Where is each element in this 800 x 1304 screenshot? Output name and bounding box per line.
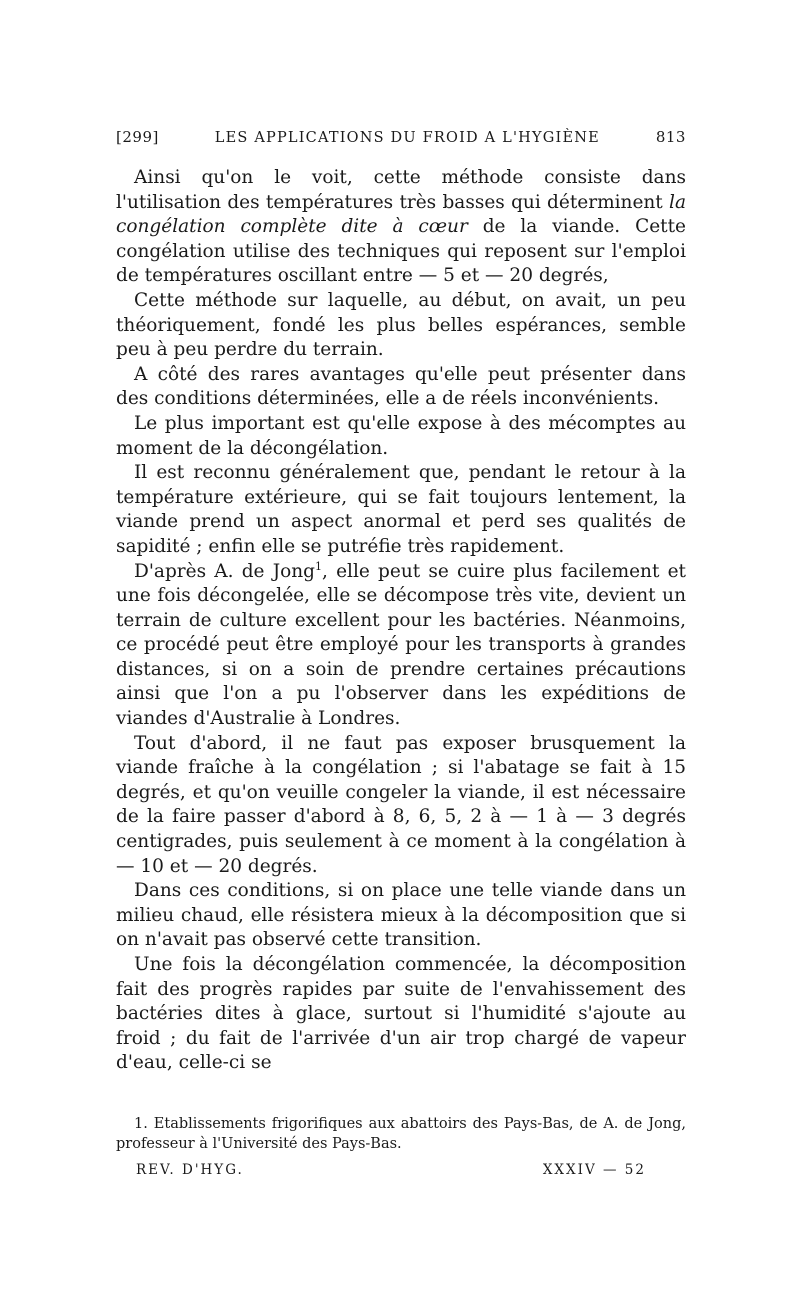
running-title: LES APPLICATIONS DU FROID A L'HYGIÈNE — [214, 130, 600, 146]
paragraph: Il est reconnu généralement que, pendant le retour à la température extérieure, qui se fait toujours lentement, la viande prend un aspect anormal et perd ses qualités de sapidité ; enfin elle se putréfie très rapidement. — [116, 462, 686, 557]
page-tag: [299] — [116, 128, 159, 146]
printer-signature — [116, 1162, 686, 1178]
footnotes — [116, 1114, 686, 1154]
document-page — [116, 128, 686, 1178]
journal-abbreviation: REV. D'HYG. — [136, 1161, 244, 1178]
italic-term: la congélation complète dite à cœur — [116, 191, 686, 238]
running-head — [116, 128, 686, 162]
footnote-reference[interactable]: 1 — [315, 559, 323, 573]
volume-sheet: XXXIV — 52 — [542, 1161, 646, 1178]
paragraph: Une fois la décongélation commencée, la décomposition fait des progrès rapides par suite de l'envahissement des bactéries dites à glace, surtout si l'humidité s'ajoute au froid ; du fait de l'arrivée d'un air trop chargé de vapeur d'eau, celle-ci se — [116, 954, 686, 1074]
paragraph: Cette méthode sur laquelle, au début, on avait, un peu théoriquement, fondé les plus belles espérances, semble peu à peu perdre du terrain. — [116, 289, 686, 361]
body-text — [116, 166, 686, 1076]
page-number: 813 — [655, 128, 686, 146]
paragraph: Tout d'abord, il ne faut pas exposer brusquement la viande fraîche à la congélation ; si l'abatage se fait à 15 degrés, et qu'on veuille congeler la viande, il est nécessaire de la faire passer d'abord à 8, 6, 5, 2 à — 1 à — 3 degrés centigrades, puis seulement à ce moment à la congélation à — 10 et — 20 degrés. — [116, 732, 686, 877]
paragraph: Le plus important est qu'elle expose à des mécomptes au moment de la décongélation. — [116, 412, 686, 459]
footnote: 1. Etablissements frigorifiques aux abattoirs des Pays-Bas, de A. de Jong, professeur à l'Université des Pays-Bas. — [116, 1115, 686, 1152]
paragraph: Ainsi qu'on le voit, cette méthode consiste dans l'utilisation des températures très basses qui déterminent la congélation complète dite à cœur de la viande. Cette congélation utilise des techniques qui reposent sur l'emploi de températures oscillant entre — 5 et — 20 degrés, — [116, 167, 686, 287]
paragraph: D'après A. de Jong$^1$, elle peut se cuire plus facilement et une fois décongelée, elle se décompose très vite, devient un terrain de culture excellent pour les bactéries. Néanmoins, ce procédé peut être employé pour les transports à grandes distances, si on a soin de prendre certaines précautions ainsi que l'on a pu l'observer dans les expéditions de viandes d'Australie à Londres. — [116, 559, 686, 730]
paragraph: Dans ces conditions, si on place une telle viande dans un milieu chaud, elle résistera mieux à la décomposition que si on n'avait pas observé cette transition. — [116, 880, 686, 951]
paragraph: A côté des rares avantages qu'elle peut présenter dans des conditions déterminées, elle a de réels inconvénients. — [116, 363, 686, 410]
